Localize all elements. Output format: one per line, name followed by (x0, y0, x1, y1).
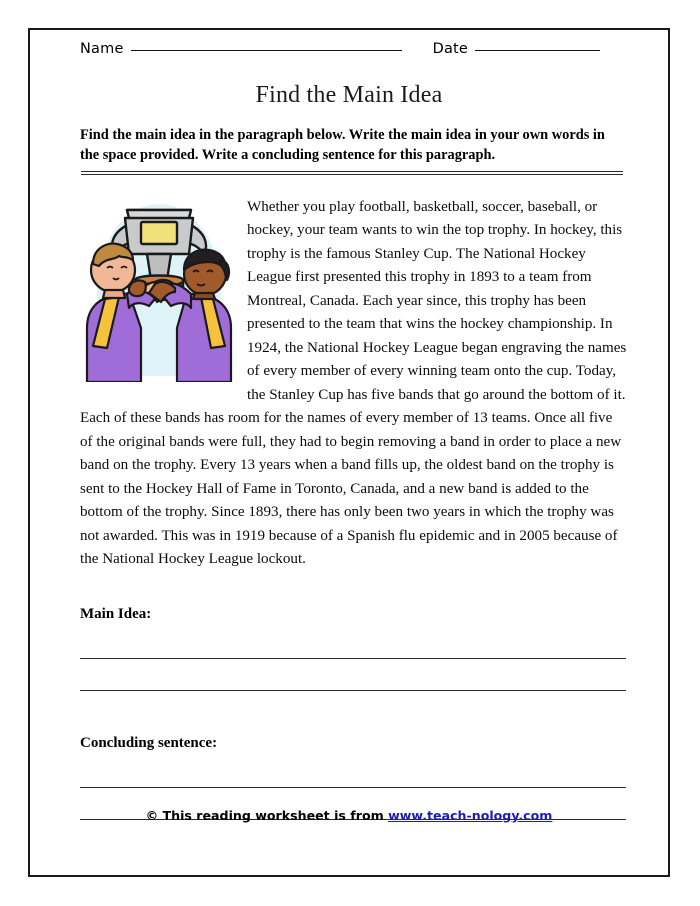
name-date-row (80, 41, 628, 57)
answer-block-gap (80, 691, 626, 735)
date-input-line[interactable] (475, 50, 600, 51)
passage-text: Whether you play football, basketball, soccer, baseball, or hockey, your team wants to win the top trophy. In hockey, this trophy is the famous Stanley Cup. The National Hockey League first presented this trophy in 1893 to a team from Montreal, Canada. Each year since, this trophy has been presented to the team that wins the hockey championship. In 1924, the National Hockey League began engraving the names of every member of every winning team onto the cup. Today, the Stanley Cup has five bands that go around the bottom of it. Each of these bands has room for the names of every member of 13 teams. Once all five of the original bands were full, they had to begin removing a band in order to place a new band on the trophy. Every 13 years when a band fills up, the oldest band on the trophy is sent to the Hockey Hall of Fame in Toronto, Canada, and a new band is added to the bottom of the trophy. Since 1893, there has only been two years in which the trophy was not awarded. This was in 1919 because of a Spanish flu epidemic and in 2005 because of the National Hockey League lockout. (80, 199, 627, 568)
teach-nology-link[interactable]: www.teach-nology.com (388, 808, 553, 823)
name-input-line[interactable] (131, 50, 402, 51)
section-divider (81, 171, 623, 175)
main-idea-spacer-1 (80, 627, 626, 658)
concluding-spacer-1 (80, 756, 626, 787)
name-label: Name (80, 41, 124, 57)
answer-section (80, 606, 626, 820)
main-idea-spacer-2 (80, 659, 626, 690)
footer (28, 808, 670, 823)
footer-credit-text: © This reading worksheet is from (145, 808, 389, 823)
instructions-text: Find the main idea in the paragraph below. Write the main idea in your own words in the space provided. Write a concluding sentence for this paragraph. (80, 127, 605, 164)
reading-section (80, 196, 628, 572)
main-idea-label: Main Idea: (80, 606, 152, 622)
trophy-illustration (83, 198, 235, 382)
trophy-illustration-svg (83, 198, 235, 382)
date-label: Date (432, 41, 469, 57)
worksheet-page (28, 28, 670, 877)
concluding-sentence-label: Concluding sentence: (80, 735, 218, 751)
page-title: Find the Main Idea (255, 82, 443, 108)
